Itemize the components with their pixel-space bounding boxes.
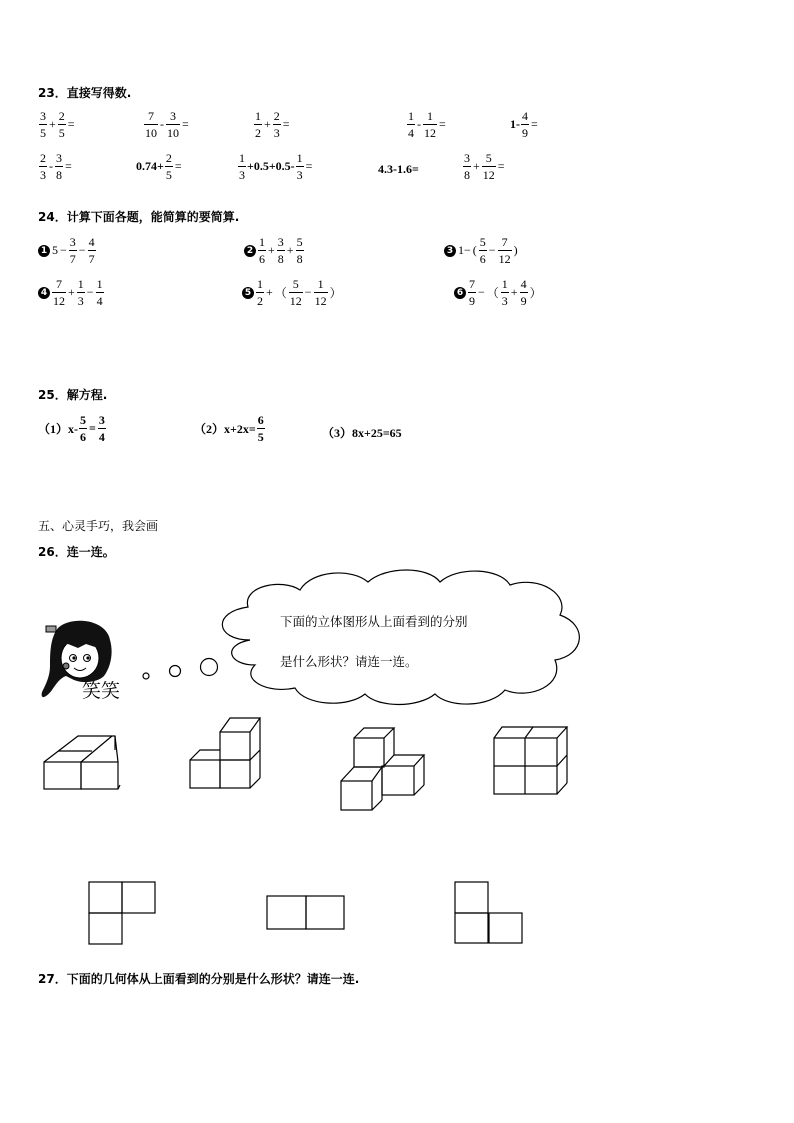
bubble-text-line1: 下面的立体图形从上面看到的分别 <box>280 614 468 629</box>
q24-item: 1 5 − $\frac{3}{7}$ − $\frac{4}{7}$ <box>38 234 97 267</box>
item-number-badge: 1 <box>38 245 50 257</box>
item-number-badge: 5 <box>242 287 254 299</box>
q23-item: $\frac{2}{3}$ - $\frac{3}{8}$ = <box>40 151 72 182</box>
equation-2: （2）x+2x= $\frac{6}{5}$ <box>194 413 264 444</box>
item-number-badge: 2 <box>244 245 256 257</box>
top-view-1 <box>89 882 155 944</box>
q24-title: 24．计算下面各题，能简算的要简算. <box>38 210 240 224</box>
q23-item: 0.74+ $\frac{2}{5}$ = <box>136 151 182 182</box>
q24-item: 2 $\frac{1}{6}$ + $\frac{3}{8}$ + $\frac{5}{8}$ <box>244 234 305 267</box>
bubble-text-line2: 是什么形状？请连一连。 <box>280 654 418 669</box>
top-view-2 <box>267 896 344 929</box>
q26-title: 26．连一连。 <box>38 545 115 559</box>
q27-title: 27．下面的几何体从上面看到的分别是什么形状？请连一连. <box>38 972 360 986</box>
q23-item: 4.3-1.6= <box>378 162 419 176</box>
item-number-badge: 4 <box>38 287 50 299</box>
q24-item: 4 $\frac{7}{12}$ + $\frac{1}{3}$ − $\frac{1}{4}$ <box>38 276 105 309</box>
q23-item: $\frac{1}{4}$ - $\frac{1}{12}$ = <box>408 109 446 140</box>
q24-item: 6 $\frac{7}{9}$ − （ $\frac{1}{3}$ + $\frac{4}{9}$ ） <box>454 276 543 309</box>
q23-item: 1- $\frac{4}{9}$ = <box>510 109 538 140</box>
q23-item: $\frac{7}{10}$ - $\frac{3}{10}$ = <box>145 109 189 140</box>
q25-title: 25．解方程. <box>38 388 108 402</box>
q24-item: 3 1− ( $\frac{5}{6}$ − $\frac{7}{12}$ ) <box>444 234 519 267</box>
q23-title: 23．直接写得数. <box>38 86 132 100</box>
item-number-badge: 6 <box>454 287 466 299</box>
q23-item: $\frac{1}{2}$ + $\frac{2}{3}$ = <box>255 109 290 140</box>
equation-1: （1）x- $\frac{5}{6}$ = $\frac{3}{4}$ <box>38 413 105 444</box>
girl-label: 笑笑 <box>82 680 121 702</box>
q23-item: $\frac{3}{5}$ + $\frac{2}{5}$ = <box>40 109 75 140</box>
q24-item: 5 $\frac{1}{2}$ + （ $\frac{5}{12}$ − $\frac{1}{12}$ ） <box>242 276 343 309</box>
top-view-3 <box>455 882 522 943</box>
section-5-title: 五、心灵手巧，我会画 <box>38 519 159 533</box>
equation-3: （3）8x+25=65 <box>322 426 402 440</box>
q23-item: $\frac{1}{3}$ +0.5+0.5- $\frac{1}{3}$ = <box>239 151 313 182</box>
q23-item: $\frac{3}{8}$ + $\frac{5}{12}$ = <box>464 151 505 182</box>
item-number-badge: 3 <box>444 245 456 257</box>
